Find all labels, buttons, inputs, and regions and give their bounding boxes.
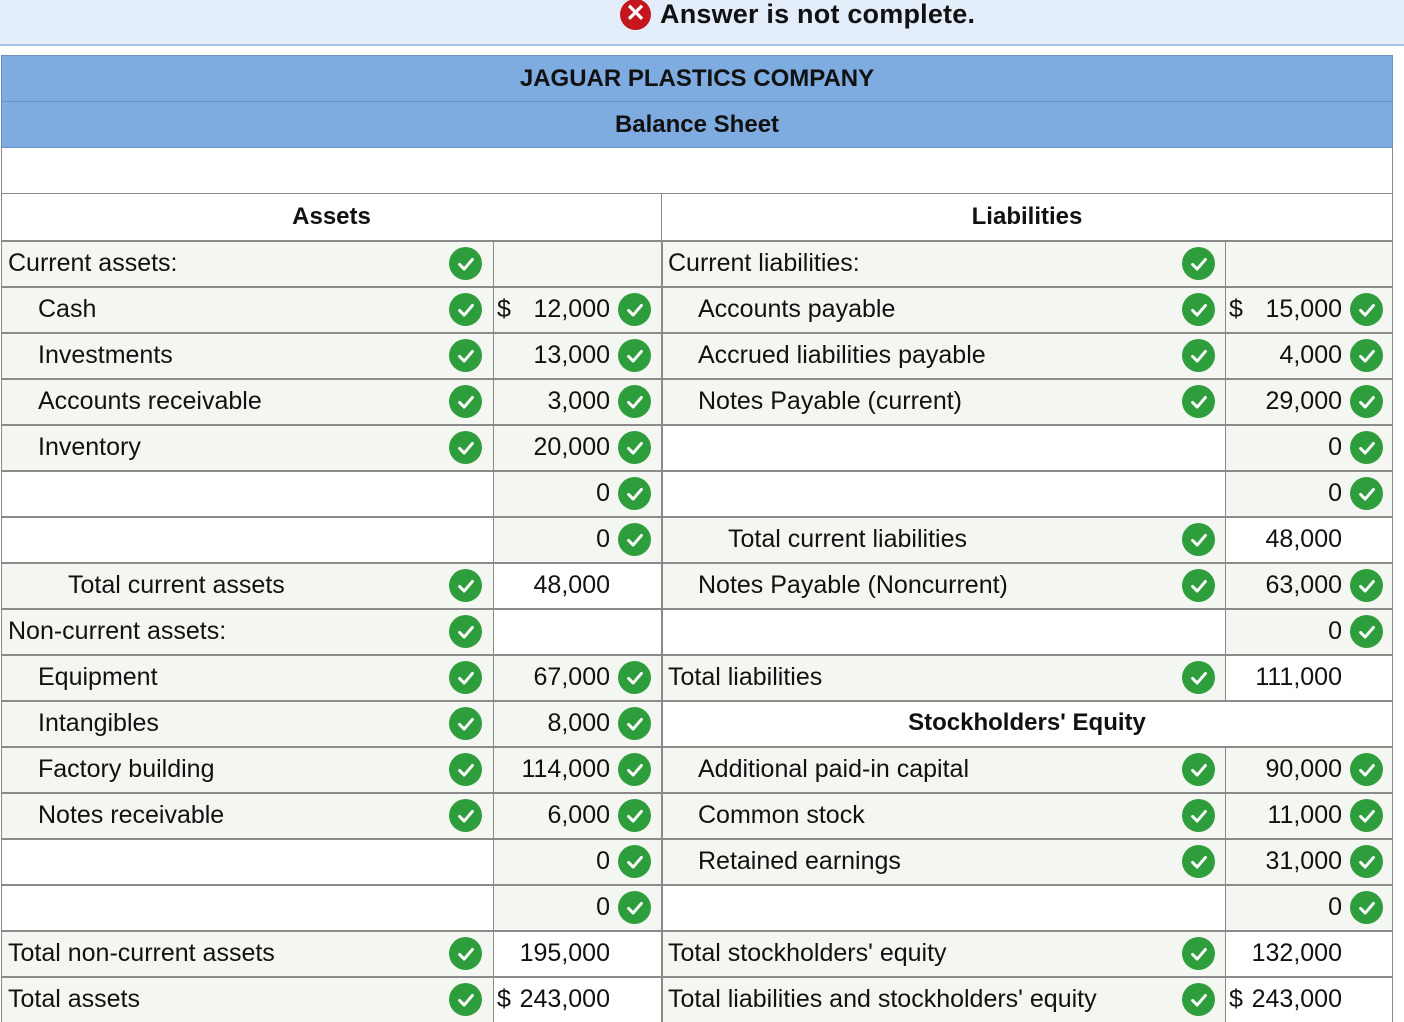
liability-label-check-icon: [1182, 339, 1215, 372]
liability-value: 63,000: [1265, 570, 1342, 599]
liability-label-cell: [661, 930, 1225, 976]
company-name-row: [1, 55, 1393, 102]
asset-value-check-icon: [618, 753, 651, 786]
asset-value-check-icon: [618, 293, 651, 326]
grid-line: [1, 654, 1393, 656]
grid-line: [1, 608, 1393, 610]
liability-label-cell: [661, 286, 1225, 332]
liability-value-check-icon: [1350, 431, 1383, 464]
asset-label-cell: [1, 884, 493, 930]
assets-header-label: Assets: [292, 203, 371, 230]
asset-label: Intangibles: [38, 708, 159, 737]
asset-currency-symbol: $: [497, 294, 511, 323]
asset-label-check-icon: [449, 385, 482, 418]
liability-label-cell: [661, 884, 1225, 930]
balance-sheet-table: [1, 55, 1393, 1012]
liability-label: Common stock: [698, 800, 865, 829]
asset-label-cell: [1, 240, 493, 286]
grid-line: [493, 240, 494, 1022]
asset-value: 195,000: [519, 938, 610, 967]
liability-label: Additional paid-in capital: [698, 754, 970, 783]
liability-value-input[interactable]: [1225, 516, 1393, 562]
answer-status-banner: [0, 0, 1404, 46]
grid-line: [1, 378, 1393, 380]
liability-value-check-icon: [1350, 339, 1383, 372]
grid-line: [1225, 746, 1226, 1022]
error-x-icon: ✕: [620, 0, 651, 30]
asset-value-input[interactable]: [493, 930, 661, 976]
equity-header: [661, 700, 1393, 746]
liability-label-cell: [661, 654, 1225, 700]
asset-label: Equipment: [38, 662, 158, 691]
grid-line: [1, 838, 1393, 840]
asset-label-check-icon: [449, 937, 482, 970]
liability-label-check-icon: [1182, 799, 1215, 832]
liability-label-cell: [661, 332, 1225, 378]
liability-label: Total liabilities: [668, 662, 823, 691]
liability-value: 11,000: [1267, 800, 1342, 829]
liability-label: Accrued liabilities payable: [698, 340, 986, 369]
liability-value: 132,000: [1251, 938, 1342, 967]
asset-label-cell: [1, 562, 493, 608]
grid-line: [1, 470, 1393, 472]
asset-value-check-icon: [618, 891, 651, 924]
liability-label-check-icon: [1182, 247, 1215, 280]
liability-label: Total liabilities and stockholders' equity: [668, 984, 1097, 1013]
asset-label-cell: [1, 608, 493, 654]
asset-label: Current assets:: [8, 248, 178, 277]
liability-label-check-icon: [1182, 937, 1215, 970]
liability-value: 243,000: [1251, 984, 1342, 1013]
asset-value: 0: [596, 846, 610, 875]
asset-value-input[interactable]: [493, 562, 661, 608]
liability-value: 0: [1328, 616, 1342, 645]
grid-line: [1, 240, 2, 1022]
asset-label-cell: [1, 378, 493, 424]
liability-currency-symbol: $: [1229, 984, 1243, 1013]
asset-value-check-icon: [618, 523, 651, 556]
liability-value-input[interactable]: [1225, 930, 1393, 976]
grid-line: [1, 286, 1393, 288]
asset-label-cell: [1, 516, 493, 562]
liability-label: Accounts payable: [698, 294, 896, 323]
grid-line: [1, 516, 1393, 518]
asset-value: 13,000: [533, 340, 610, 369]
liability-label-cell: [661, 378, 1225, 424]
liability-value-check-icon: [1350, 477, 1383, 510]
asset-label: Cash: [38, 294, 97, 323]
asset-value: 0: [596, 524, 610, 553]
grid-line: [1225, 240, 1226, 700]
asset-value: 114,000: [521, 754, 610, 783]
asset-label-cell: [1, 746, 493, 792]
asset-label-check-icon: [449, 799, 482, 832]
asset-value: 0: [596, 892, 610, 921]
liability-value-check-icon: [1350, 799, 1383, 832]
asset-label: Notes receivable: [38, 800, 225, 829]
liability-label-cell: [661, 976, 1225, 1022]
asset-value: 48,000: [533, 570, 610, 599]
liability-value: 31,000: [1265, 846, 1342, 875]
liability-label-cell: [661, 470, 1225, 516]
liability-value: 90,000: [1265, 754, 1342, 783]
liability-value: 29,000: [1265, 386, 1342, 415]
asset-label: Investments: [38, 340, 173, 369]
asset-label: Non-current assets:: [8, 616, 227, 645]
statement-title-row: [1, 101, 1393, 148]
liability-label-cell: [661, 746, 1225, 792]
asset-label-check-icon: [449, 247, 482, 280]
liability-label-cell: [661, 608, 1225, 654]
asset-label: Inventory: [38, 432, 141, 461]
banner-message: Answer is not complete.: [660, 0, 976, 29]
asset-value-input[interactable]: [493, 976, 661, 1022]
grid-line: [1, 562, 1393, 564]
asset-label: Factory building: [38, 754, 215, 783]
asset-value: 12,000: [533, 294, 610, 323]
liabilities-header-label: Liabilities: [971, 203, 1083, 230]
company-name: JAGUAR PLASTICS COMPANY: [519, 64, 875, 92]
liability-value-check-icon: [1350, 891, 1383, 924]
blank-spacer-row: [1, 148, 1393, 194]
liability-value-check-icon: [1350, 753, 1383, 786]
assets-header: [1, 194, 661, 240]
grid-line: [1, 746, 1393, 748]
grid-line: [1, 930, 1393, 932]
liability-value-input[interactable]: [1225, 976, 1393, 1022]
equity-header-label: Stockholders' Equity: [908, 709, 1146, 736]
liability-label-cell: [661, 562, 1225, 608]
liability-value-check-icon: [1350, 569, 1383, 602]
liability-label: Notes Payable (Noncurrent): [698, 570, 1008, 599]
liability-value: 0: [1328, 432, 1342, 461]
asset-value-check-icon: [618, 799, 651, 832]
liability-value-check-icon: [1350, 615, 1383, 648]
asset-label: Accounts receivable: [38, 386, 262, 415]
liability-value: 48,000: [1265, 524, 1342, 553]
liability-label: Current liabilities:: [668, 248, 860, 277]
asset-label: Total assets: [8, 984, 141, 1013]
liability-currency-symbol: $: [1229, 294, 1243, 323]
asset-value: 8,000: [547, 708, 610, 737]
liability-value-check-icon: [1350, 293, 1383, 326]
liability-label-check-icon: [1182, 523, 1215, 556]
asset-label-cell: [1, 654, 493, 700]
grid-line: [1, 884, 1393, 886]
liability-value: 0: [1328, 892, 1342, 921]
liability-value-input[interactable]: [1225, 240, 1393, 286]
asset-value-input[interactable]: [493, 608, 661, 654]
liability-label-check-icon: [1182, 845, 1215, 878]
asset-value: 0: [596, 478, 610, 507]
asset-value: 67,000: [533, 662, 610, 691]
asset-value: 6,000: [547, 800, 610, 829]
asset-label-cell: [1, 424, 493, 470]
asset-label-cell: [1, 286, 493, 332]
asset-label-check-icon: [449, 661, 482, 694]
liability-value-check-icon: [1350, 845, 1383, 878]
liability-label-cell: [661, 240, 1225, 286]
asset-label-cell: [1, 700, 493, 746]
asset-label-check-icon: [449, 293, 482, 326]
asset-label-cell: [1, 332, 493, 378]
liability-label-cell: [661, 838, 1225, 884]
liabilities-header: [661, 194, 1393, 240]
grid-line: [1, 424, 1393, 426]
liability-label: Total current liabilities: [728, 524, 967, 553]
liability-value: 4,000: [1279, 340, 1342, 369]
asset-value: 243,000: [519, 984, 610, 1013]
grid-line: [1, 976, 1393, 978]
banner-content: [620, 0, 975, 30]
asset-value-check-icon: [618, 431, 651, 464]
asset-label-check-icon: [449, 431, 482, 464]
asset-label-check-icon: [449, 983, 482, 1016]
asset-value-check-icon: [618, 845, 651, 878]
liability-value-input[interactable]: [1225, 654, 1393, 700]
liability-label-check-icon: [1182, 385, 1215, 418]
liability-label-cell: [661, 424, 1225, 470]
grid-line: [1, 240, 1393, 242]
asset-label-check-icon: [449, 569, 482, 602]
asset-value: 3,000: [547, 386, 610, 415]
liability-label-check-icon: [1182, 661, 1215, 694]
liability-label: Total stockholders' equity: [668, 938, 947, 967]
liability-value: 15,000: [1265, 294, 1342, 323]
liability-label: Notes Payable (current): [698, 386, 963, 415]
asset-label-cell: [1, 930, 493, 976]
asset-label-check-icon: [449, 339, 482, 372]
liability-label-cell: [661, 792, 1225, 838]
asset-value-check-icon: [618, 339, 651, 372]
asset-label-cell: [1, 792, 493, 838]
asset-label-cell: [1, 838, 493, 884]
liability-label-cell: [661, 516, 1225, 562]
asset-label-check-icon: [449, 753, 482, 786]
asset-value-check-icon: [618, 707, 651, 740]
liability-label-check-icon: [1182, 293, 1215, 326]
asset-currency-symbol: $: [497, 984, 511, 1013]
liability-value: 111,000: [1255, 662, 1342, 691]
liability-label: Retained earnings: [698, 846, 901, 875]
asset-label: Total non-current assets: [8, 938, 275, 967]
grid-line: [1, 700, 1393, 702]
liability-label-check-icon: [1182, 753, 1215, 786]
liability-label-check-icon: [1182, 983, 1215, 1016]
asset-label-check-icon: [449, 615, 482, 648]
asset-label: Total current assets: [68, 570, 285, 599]
grid-line: [1392, 240, 1393, 1022]
liability-value-check-icon: [1350, 385, 1383, 418]
asset-value-check-icon: [618, 477, 651, 510]
liability-label-check-icon: [1182, 569, 1215, 602]
grid-line: [1, 792, 1393, 794]
asset-value-check-icon: [618, 385, 651, 418]
asset-label-check-icon: [449, 707, 482, 740]
asset-value-check-icon: [618, 661, 651, 694]
grid-line: [1, 332, 1393, 334]
asset-label-cell: [1, 470, 493, 516]
asset-value: 20,000: [533, 432, 610, 461]
liability-value: 0: [1328, 478, 1342, 507]
asset-label-cell: [1, 976, 493, 1022]
asset-value-input[interactable]: [493, 240, 661, 286]
grid-line: [661, 240, 663, 1022]
statement-title: Balance Sheet: [614, 110, 780, 138]
